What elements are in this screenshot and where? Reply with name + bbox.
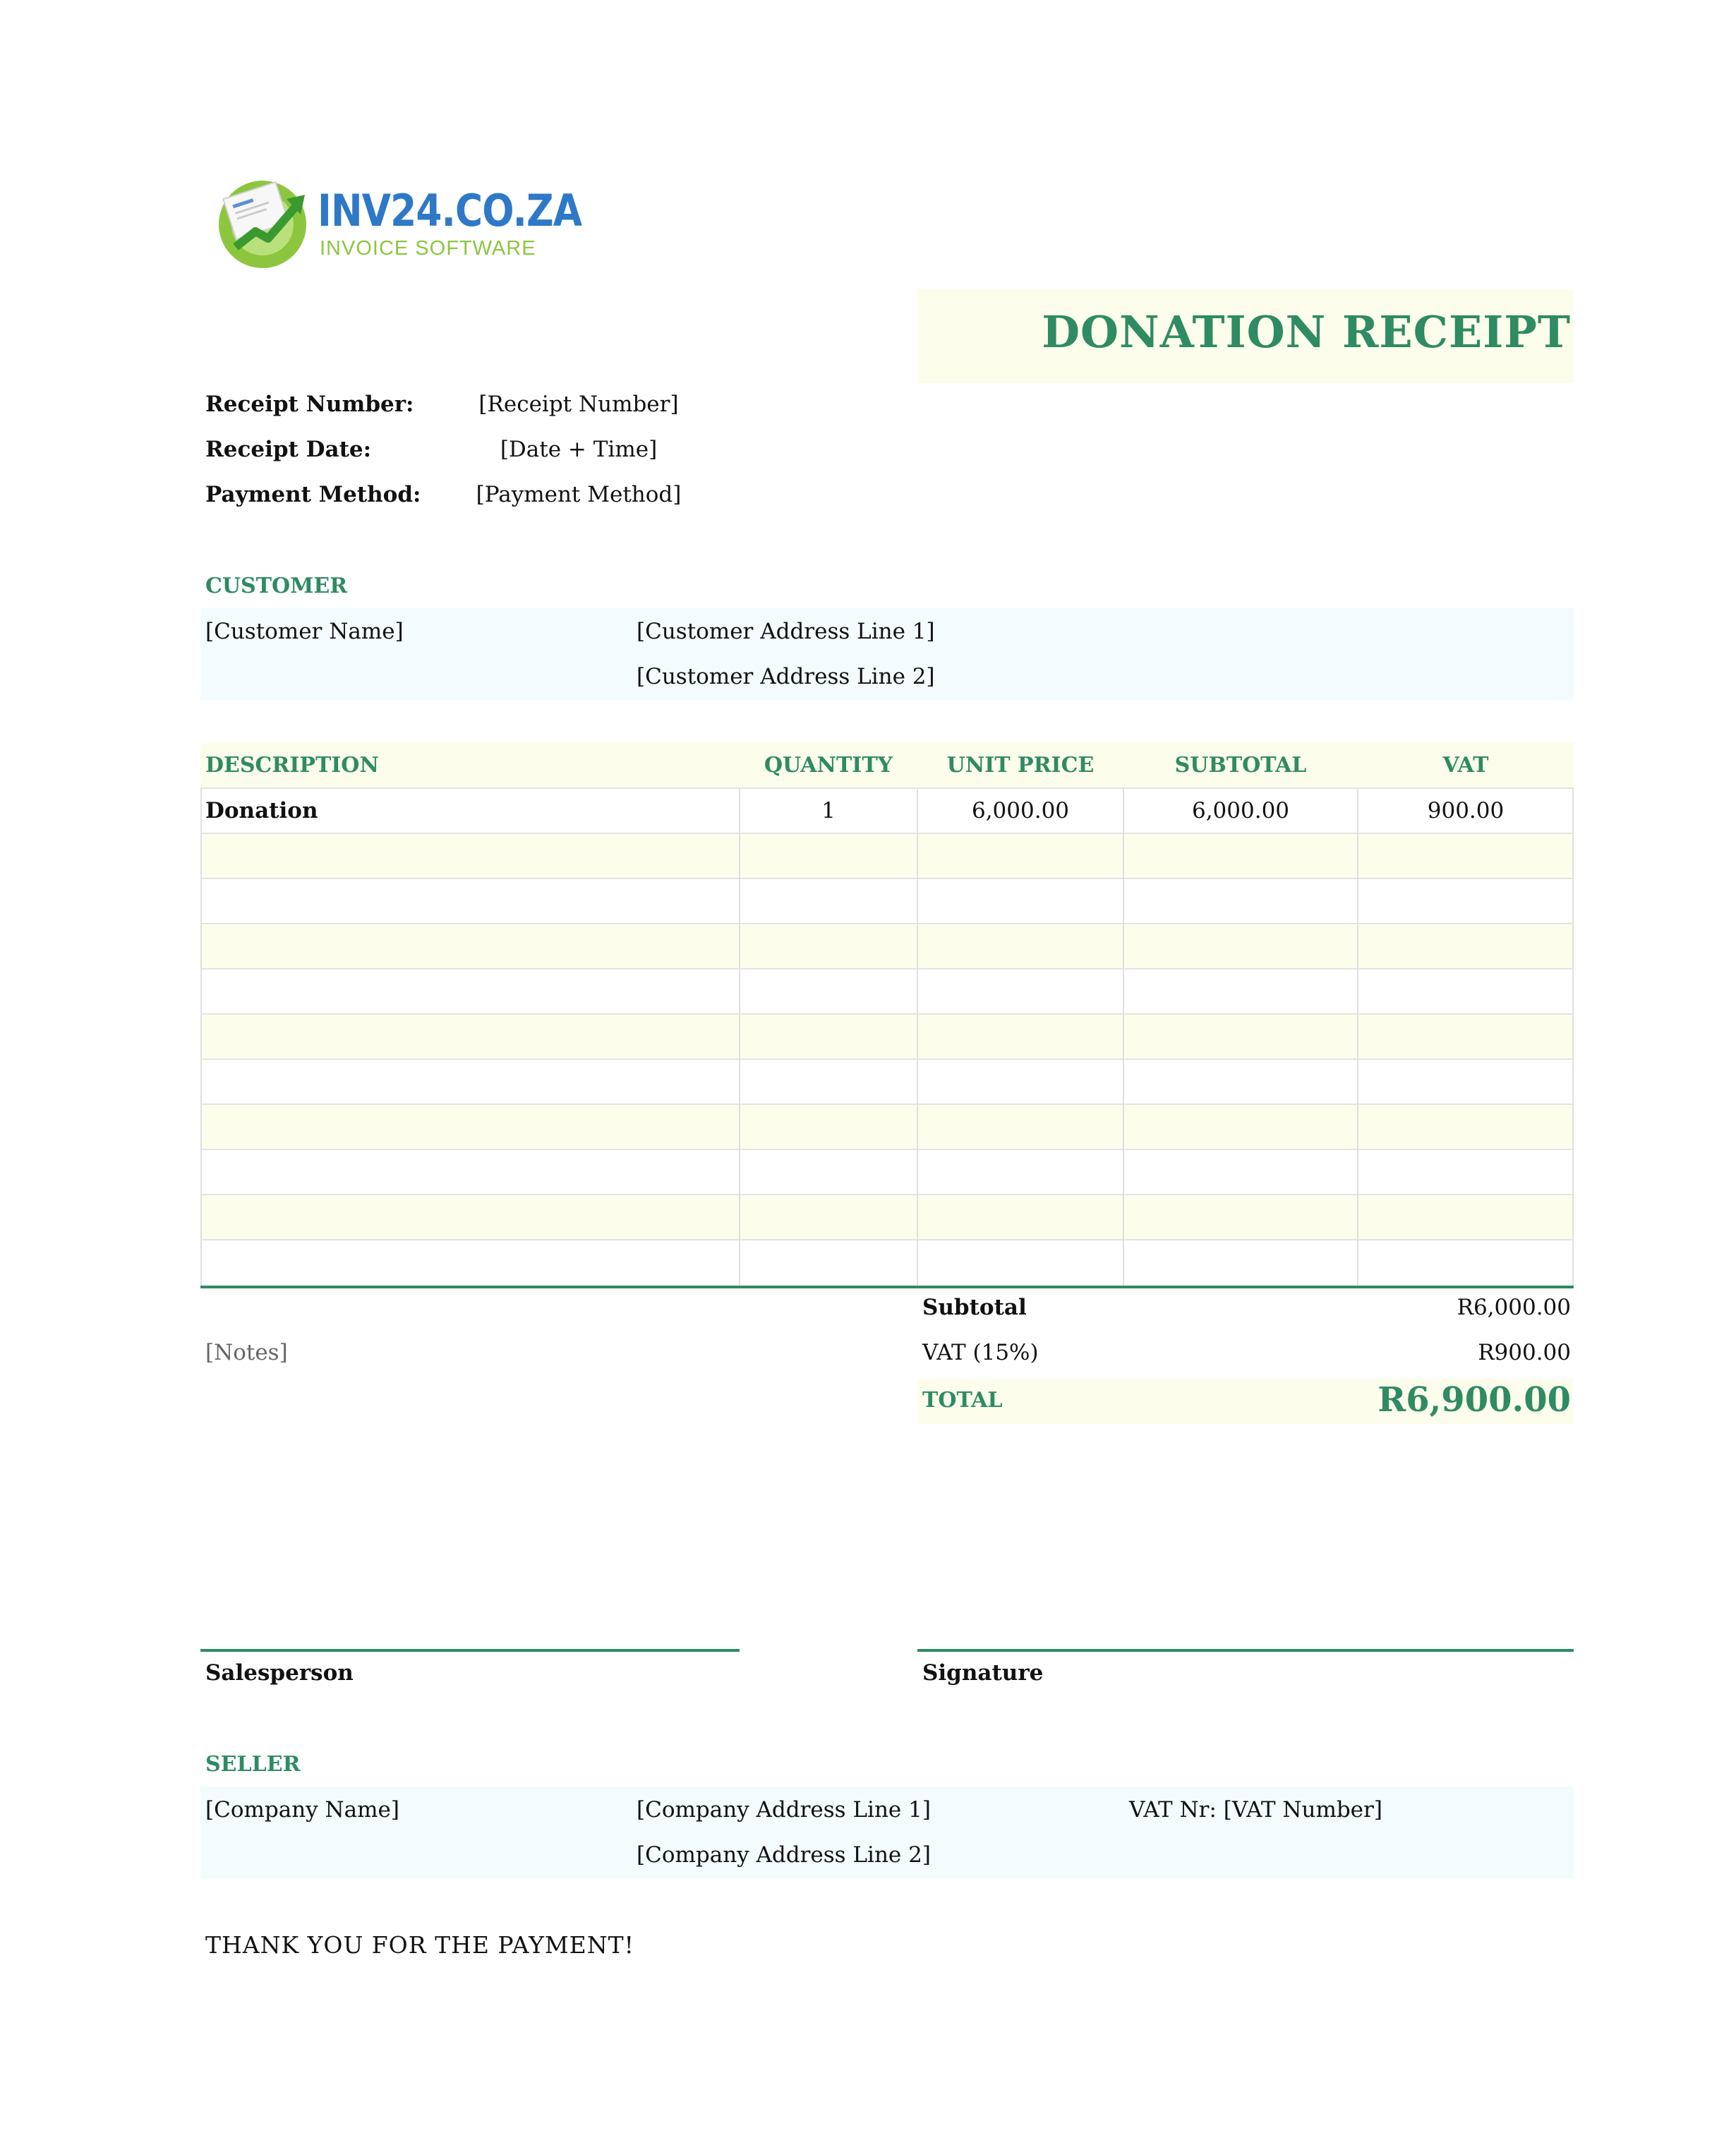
receipt-number-label: Receipt Number: bbox=[205, 392, 414, 417]
table-row bbox=[200, 1240, 1574, 1285]
payment-method-value: [Payment Method] bbox=[476, 482, 682, 507]
row-divider bbox=[200, 923, 1574, 924]
item-description: Donation bbox=[205, 798, 318, 823]
seller-heading: SELLER bbox=[205, 1752, 301, 1777]
col-description-header: DESCRIPTION bbox=[205, 753, 379, 778]
table-row bbox=[200, 1149, 1574, 1195]
item-quantity: 1 bbox=[821, 798, 836, 823]
row-divider bbox=[200, 1104, 1574, 1105]
company-address-line-1: [Company Address Line 1] bbox=[637, 1797, 931, 1823]
row-divider bbox=[200, 787, 1574, 789]
table-row bbox=[200, 1014, 1574, 1059]
row-divider bbox=[200, 1058, 1574, 1060]
customer-name: [Customer Name] bbox=[205, 619, 404, 644]
document-title: DONATION RECEIPT bbox=[1042, 306, 1571, 358]
notes: [Notes] bbox=[205, 1340, 288, 1365]
table-row bbox=[200, 1059, 1574, 1104]
total-label: TOTAL bbox=[922, 1388, 1003, 1413]
column-divider bbox=[1357, 788, 1358, 1288]
column-divider bbox=[1123, 788, 1124, 1288]
payment-method-label: Payment Method: bbox=[205, 482, 421, 507]
column-divider bbox=[1572, 788, 1574, 1288]
column-divider bbox=[200, 788, 202, 1288]
thank-you-message: THANK YOU FOR THE PAYMENT! bbox=[205, 1931, 634, 1959]
col-quantity-header: QUANTITY bbox=[764, 753, 893, 778]
total-value: R6,900.00 bbox=[1378, 1380, 1571, 1420]
customer-address-line-1: [Customer Address Line 1] bbox=[637, 619, 935, 644]
logo-tagline: INVOICE SOFTWARE bbox=[320, 237, 536, 260]
company-address-line-2: [Company Address Line 2] bbox=[637, 1842, 931, 1868]
table-row bbox=[200, 878, 1574, 924]
row-divider bbox=[200, 833, 1574, 834]
customer-heading: CUSTOMER bbox=[205, 574, 348, 598]
salesperson-line bbox=[200, 1649, 740, 1652]
row-divider bbox=[200, 1149, 1574, 1150]
table-bottom-rule bbox=[200, 1286, 1574, 1288]
table-row bbox=[200, 1195, 1574, 1240]
chart-arrow-logo-icon bbox=[216, 174, 315, 272]
salesperson-label: Salesperson bbox=[205, 1660, 354, 1686]
receipt-date-value: [Date + Time] bbox=[500, 437, 658, 462]
row-divider bbox=[200, 878, 1574, 879]
row-divider bbox=[200, 1239, 1574, 1240]
col-vat-header: VAT bbox=[1442, 753, 1489, 778]
item-vat: 900.00 bbox=[1427, 798, 1505, 823]
column-divider bbox=[739, 788, 740, 1288]
vat-value: R900.00 bbox=[1478, 1340, 1571, 1365]
receipt-number-value: [Receipt Number] bbox=[478, 392, 679, 417]
receipt-date-label: Receipt Date: bbox=[205, 437, 372, 462]
table-row bbox=[200, 1104, 1574, 1149]
row-divider bbox=[200, 968, 1574, 969]
company-name: [Company Name] bbox=[205, 1797, 399, 1823]
row-divider bbox=[200, 1194, 1574, 1195]
table-row bbox=[200, 969, 1574, 1014]
table-row bbox=[200, 924, 1574, 969]
customer-address-line-2: [Customer Address Line 2] bbox=[637, 664, 935, 689]
item-unit-price: 6,000.00 bbox=[971, 798, 1070, 823]
signature-line bbox=[917, 1649, 1574, 1652]
item-subtotal: 6,000.00 bbox=[1191, 798, 1290, 823]
subtotal-label: Subtotal bbox=[922, 1295, 1027, 1320]
column-divider bbox=[917, 788, 918, 1288]
vat-number: VAT Nr: [VAT Number] bbox=[1129, 1797, 1382, 1823]
col-unit-price-header: UNIT PRICE bbox=[946, 753, 1095, 778]
table-row bbox=[200, 833, 1574, 878]
signature-label: Signature bbox=[922, 1660, 1044, 1686]
row-divider bbox=[200, 1013, 1574, 1015]
logo-wordmark: INV24.CO.ZA bbox=[318, 185, 582, 236]
col-subtotal-header: SUBTOTAL bbox=[1174, 753, 1307, 778]
subtotal-value: R6,000.00 bbox=[1457, 1295, 1571, 1320]
vat-label: VAT (15%) bbox=[922, 1340, 1039, 1365]
